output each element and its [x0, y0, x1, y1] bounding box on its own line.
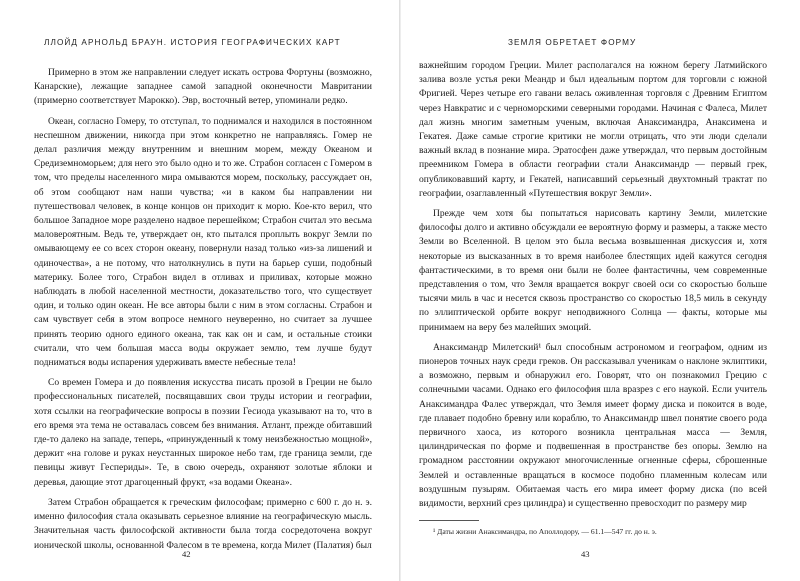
paragraph: Затем Страбон обращается к греческим философам; примерно с 600 г. до н. э. именно философия стала оказывать серьезное влияние на географическую мысль. Значительная часть философской активности была тогда сосредоточена вокруг ионической школы, основанной Фалесом в те времена, когда Милет (Палатия) был: [34, 496, 372, 551]
paragraph: Океан, согласно Гомеру, то отступал, то поднимался и находился в постоянном неспешном движении, никогда при этом конкретно не направляясь. Гомер не делал различия между внутренним и внешним морем, между Океаном и Средиземноморьем; для него это было одно и то же. Страбон согласен с Гомером в том, что пределы населенного мира омываются морем, поскольку, рассуждает он, об этом сообщают нам наши чувства; «и в каком бы направлении ни путешествовал человек, в конце концов он приходит к морю. Кое-кто верил, что большое Западное море разделено надвое перешейком; Страбон считал это весьма маловероятным. Ведь те, утверждает он, кто пытался проплыть вокруг Земли по омывающему ее со всех сторон океану, повернули назад только «из-за лишений и одиночества», а не потому, что натолкнулись в пути на барьер суши, подобный материку. Более того, Страбон видел в отливах и приливах, которые можно наблюдать в любой населенной местности, доказательство того, что существует один, и только один океан. Не все авторы были с ним в этом согласны. Страбон и сам чувствует себя в этом вопросе немного неуверенно, но считает за лучшее принять теорию одного единого океана, так как он и сам, и остальные стоики считали, что чем большая масса воды окружает землю, тем лучше будут подниматься воды испарения удерживать вместе небесные тела!: [34, 115, 372, 369]
paragraph: важнейшим городом Греции. Милет располагался на южном берегу Латмийского залива возле устья реки Меандр и был идеальным портом для торговли с южной Фригией. Через четыре его гавани велась оживленная торговля с Древним Египтом через Навкратис и с черноморскими северными городами. Начиная с Фалеса, Милет дал жизнь многим заметным ученым, включая Анаксимандра, Анаксимена и Гекатея. Даже самые строгие критики не могли отрицать, что эти люди сделали важный вклад в познание мира. Эратосфен даже утверждал, что первым достойным преемником Гомера в области географии стали Анаксимандр — первый грек, опубликовавший карту, и Гекатей, написавший серьезный двухтомный трактат по географии, озаглавленный «Путешествия вокруг Земли».: [419, 60, 767, 199]
running-header-right: ЗЕМЛЯ ОБРЕТАЕТ ФОРМУ: [508, 38, 637, 47]
page-number-right: 43: [581, 549, 590, 559]
right-page: [400, 0, 800, 581]
footnote-rule: [419, 520, 479, 521]
paragraph: Анаксимандр Милетский¹ был способным астрономом и географом, одним из пионеров точных наук среди греков. Он рассказывал ученикам о наклоне эклиптики, а возможно, первым и обнаружил его. Говорят, что он познакомил Грецию с солнечными часами. Однако его философия шла вразрез с его наукой. Если учитель Анаксимандра Фалес утверждал, что Земля имеет форму диска и покоится в воде, где плавает подобно бревну или кораблю, то Анаксимандр швел понятие своего рода первичного хаоса, из которого возникла центральная масса — Земля, цилиндрическая по форме и подвешенная в пространстве без опоры. Землю на громадном расстоянии окружают многочисленные огненные сферы, сброшенные Землей и оставленные вращаться в космосе подобно пламенным колесам или воздушным пузырям. Обитаемая часть его мира имеет форму диска (по всей видимости, верхний срез цилиндра) и существенно превосходит по размеру мир: [419, 341, 767, 510]
paragraph: Примерно в этом же направлении следует искать острова Фортуны (возможно, Канарские), лежащие западнее самой западной оконечности Мавритании (примерно соответствует Марокко). Эвр, восточный ветер, упоминали редко.: [34, 67, 372, 107]
page-number-left: 42: [182, 549, 191, 559]
left-page-body: [34, 66, 372, 559]
footnote: ¹ Даты жизни Анаксимандра, по Аполлодору, — 61.1—547 гг. до н. э.: [433, 527, 657, 536]
right-page-body: [419, 59, 767, 517]
running-header-left: ЛЛОЙД АРНОЛЬД БРАУН. ИСТОРИЯ ГЕОГРАФИЧЕСКИХ КАРТ: [44, 38, 341, 47]
paragraph: Прежде чем хотя бы попытаться нарисовать картину Земли, милетские философы долго и активно обсуждали ее вероятную форму и размеры, а также место Земли во Вселенной. В целом это была весьма возвышенная дискуссия и, хотя некоторые из высказанных в то время наиболее блестящих идей кажутся сегодня фантастическими, в то время они были не более фантастичны, чем современные представления о том, что Земля вращается вокруг своей оси со скоростью больше тысячи миль в час и несется сквозь пространство со скоростью 18,5 миль в секунду по эллиптической орбите вокруг неподвижного Солнца — факты, которые мы принимаем на веру без малейших эмоций.: [419, 208, 767, 333]
paragraph: Со времен Гомера и до появления искусства писать прозой в Греции не было профессиональных писателей, посвящавших свои труды истории и географии, хотя ссылки на географические вопросы в поэзии Гесиода указывают на то, что в его время эта тема не оставалась совсем без внимания. Атлант, прежде обитавший где-то далеко на западе, теперь, «принужденный к тому неизбежностью мощной», держит «на голове и руках неустанных широкое небо там, где граница земли, где певицы живут Геспериды». Те, в свою очередь, охраняют золотые яблоки и деревья, дающие этот драгоценный фрукт, «за водами Океана».: [34, 377, 372, 488]
